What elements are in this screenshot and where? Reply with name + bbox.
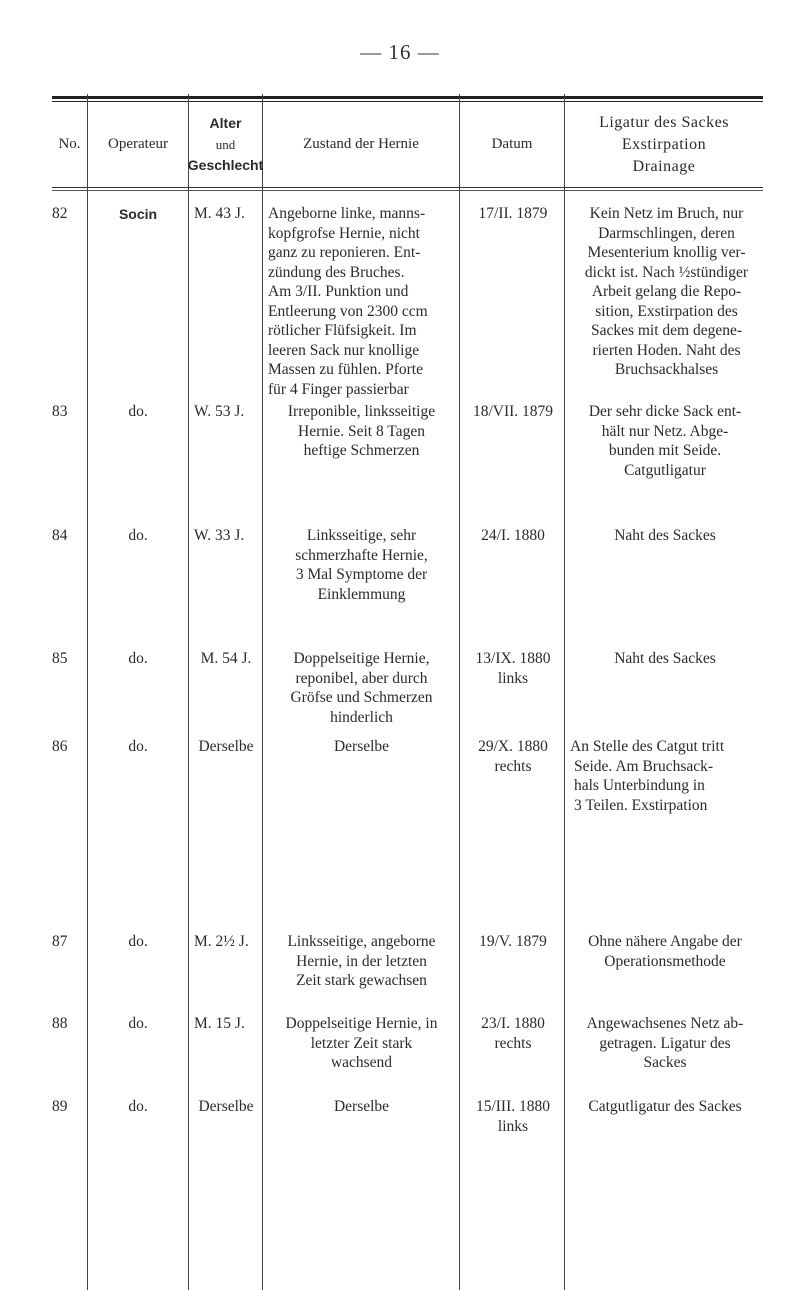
row-86-operateur: do.: [128, 738, 148, 755]
header-no-label: No.: [58, 136, 81, 152]
text-line: rierten Hoden. Naht des: [592, 341, 741, 359]
row-84-zustand: [264, 526, 459, 604]
text-line: Sackes: [643, 1054, 687, 1071]
row-89-alter: Derselbe: [198, 1098, 254, 1115]
text-line: bunden mit Seide.: [608, 442, 722, 459]
text-line: sition, Exstirpation des: [595, 302, 738, 320]
header-zustand-label: Zustand der Hernie: [303, 136, 419, 152]
text-line: 13/IX. 1880: [475, 650, 551, 667]
header-rule: [52, 187, 763, 188]
row-88-datum: [461, 1014, 565, 1053]
header-alter-label: Alter: [209, 115, 242, 131]
text-line: Doppelseitige Hernie,: [293, 650, 430, 667]
text-line: Derselbe: [333, 738, 390, 755]
text-line: Doppelseitige Hernie, in: [285, 1015, 438, 1032]
text-line: Entleerung von 2300 ccm: [268, 302, 428, 320]
page-number: — 16 —: [360, 40, 440, 64]
text-line: Irreponible, linksseitige: [287, 403, 436, 420]
text-line: 15/III. 1880: [475, 1098, 551, 1115]
text-line: zündung des Bruches.: [268, 263, 405, 281]
row-89-ligatur: [567, 1097, 763, 1117]
row-84-datum: [461, 526, 565, 546]
row-86-zustand: [264, 737, 459, 757]
row-89-datum: [461, 1097, 565, 1136]
text-line: 3 Teilen. Exstirpation: [574, 796, 708, 814]
row-86-alter: Derselbe: [198, 738, 254, 755]
text-line: Ohne nähere Angabe der: [588, 933, 742, 950]
text-line: Naht des Sackes: [614, 527, 716, 544]
text-line: dickt ist. Nach ½stündiger: [584, 263, 749, 281]
text-line: letzter Zeit stark: [310, 1034, 413, 1052]
row-83-datum: [461, 402, 565, 422]
row-87-no: 87: [52, 933, 68, 950]
header-operateur-label: Operateur: [108, 136, 168, 152]
text-line: rechts: [494, 757, 532, 775]
text-line: reponibel, aber durch: [295, 669, 428, 687]
text-line: Darmschlingen, deren: [598, 224, 735, 242]
row-87-ligatur: [567, 932, 763, 971]
text-line: Sackes mit dem degene-: [590, 322, 743, 339]
text-line: Hernie. Seit 8 Tagen: [298, 422, 425, 440]
text-line: wachsend: [330, 1054, 393, 1071]
row-88-ligatur: [567, 1014, 763, 1073]
text-line: Mesenterium knollig ver-: [587, 244, 746, 261]
row-83-zustand: [264, 402, 459, 461]
text-line: Linksseitige, angeborne: [287, 933, 436, 950]
row-82-operateur: Socin: [118, 206, 158, 222]
header-alter-und: und: [215, 137, 236, 152]
text-line: schmerzhafte Hernie,: [295, 546, 428, 564]
header-datum-label: Datum: [491, 136, 533, 152]
text-line: Catgutligatur des Sackes: [588, 1098, 742, 1115]
row-85-datum: [461, 649, 565, 688]
text-line: Hernie, in der letzten: [296, 952, 427, 970]
header-zustand: [263, 102, 459, 187]
text-line: Kein Netz im Bruch, nur: [589, 205, 744, 222]
column-divider: [262, 94, 263, 1290]
text-line: Angeborne linke, manns-: [268, 205, 426, 222]
row-82-no: 82: [52, 205, 68, 222]
row-82-ligatur: [567, 204, 763, 380]
text-line: 23/I. 1880: [481, 1015, 545, 1032]
row-84-ligatur: [567, 526, 763, 546]
header-ligatur-label: Ligatur des Sackes: [599, 113, 729, 131]
row-82-datum: [461, 204, 565, 224]
row-89-operateur: do.: [128, 1098, 148, 1115]
column-divider: [459, 94, 460, 1290]
header-drainage-label: Drainage: [632, 157, 696, 175]
row-89-no: 89: [52, 1098, 68, 1115]
text-line: Linksseitige, sehr: [306, 527, 417, 544]
text-line: für 4 Finger passierbar: [268, 380, 409, 398]
header-geschlecht-label: Geschlecht: [187, 157, 264, 173]
text-line: Angewachsenes Netz ab-: [586, 1015, 744, 1032]
text-line: hals Unterbindung in: [574, 777, 705, 794]
text-line: Derselbe: [333, 1098, 390, 1115]
text-line: ganz zu reponieren. Ent-: [268, 244, 421, 261]
row-86-datum: [461, 737, 565, 776]
row-85-no: 85: [52, 650, 68, 667]
row-82-alter: M. 43 J.: [194, 205, 245, 222]
row-82-zustand: [264, 204, 459, 399]
row-83-ligatur: [567, 402, 763, 480]
row-85-alter: M. 54 J.: [200, 650, 252, 667]
row-85-operateur: do.: [128, 650, 148, 667]
text-line: links: [497, 669, 529, 687]
text-line: Seide. Am Bruchsack-: [574, 757, 714, 775]
text-line: links: [497, 1117, 529, 1135]
text-line: rechts: [494, 1034, 532, 1052]
text-line: Naht des Sackes: [614, 650, 716, 667]
text-line: 3 Mal Symptome der: [295, 566, 428, 583]
row-83-no: 83: [52, 403, 68, 420]
column-divider: [188, 94, 189, 1290]
text-line: Zeit stark gewachsen: [296, 972, 427, 989]
row-84-alter: W. 33 J.: [194, 527, 245, 544]
row-87-datum: [461, 932, 565, 952]
row-84-operateur: do.: [128, 527, 148, 544]
header-rule-thin: [52, 190, 763, 191]
row-87-alter: M. 2½ J.: [194, 933, 249, 950]
row-85-ligatur: [567, 649, 763, 669]
text-line: hinderlich: [330, 708, 393, 726]
row-84-no: 84: [52, 527, 68, 544]
text-line: Einklemmung: [317, 585, 406, 603]
row-85-zustand: [264, 649, 459, 727]
top-rule: [52, 96, 763, 99]
row-86-no: 86: [52, 738, 68, 755]
text-line: Operationsmethode: [604, 952, 726, 970]
text-line: heftige Schmerzen: [303, 442, 420, 459]
row-88-zustand: [264, 1014, 459, 1073]
row-88-operateur: do.: [128, 1015, 148, 1032]
header-alter: [189, 102, 262, 187]
text-line: Der sehr dicke Sack ent-: [588, 403, 742, 420]
text-line: hält nur Netz. Abge-: [601, 422, 729, 440]
header-operateur: [88, 102, 188, 187]
row-83-alter: W. 53 J.: [194, 403, 245, 420]
text-line: Am 3/II. Punktion und: [268, 283, 409, 300]
text-line: leeren Sack nur knollige: [268, 341, 420, 359]
text-line: 19/V. 1879: [479, 933, 547, 950]
row-83-operateur: do.: [128, 403, 148, 420]
text-line: An Stelle des Catgut tritt: [570, 738, 725, 755]
text-line: Arbeit gelang die Repo-: [591, 283, 742, 300]
text-line: Bruchsackhalses: [614, 361, 719, 378]
row-87-operateur: do.: [128, 933, 148, 950]
text-line: 17/II. 1879: [478, 205, 548, 222]
header-exstirpation-label: Exstirpation: [621, 135, 707, 153]
header-no: [52, 102, 87, 187]
header-datum: [460, 102, 564, 187]
row-87-zustand: [264, 932, 459, 991]
text-line: Gröfse und Schmerzen: [290, 689, 433, 706]
text-line: kopfgrofse Hernie, nicht: [268, 224, 420, 242]
text-line: 29/X. 1880: [478, 738, 548, 755]
text-line: Catgutligatur: [624, 461, 706, 479]
header-ligatur: [565, 102, 763, 187]
text-line: getragen. Ligatur des: [599, 1034, 731, 1052]
text-line: Massen zu fühlen. Pforte: [268, 361, 423, 378]
text-line: 24/I. 1880: [481, 527, 545, 544]
row-86-ligatur: [567, 737, 763, 815]
row-89-zustand: [264, 1097, 459, 1117]
text-line: 18/VII. 1879: [472, 403, 554, 420]
text-line: rötlicher Flüfsigkeit. Im: [268, 322, 417, 339]
row-88-alter: M. 15 J.: [194, 1015, 245, 1032]
row-88-no: 88: [52, 1015, 68, 1032]
